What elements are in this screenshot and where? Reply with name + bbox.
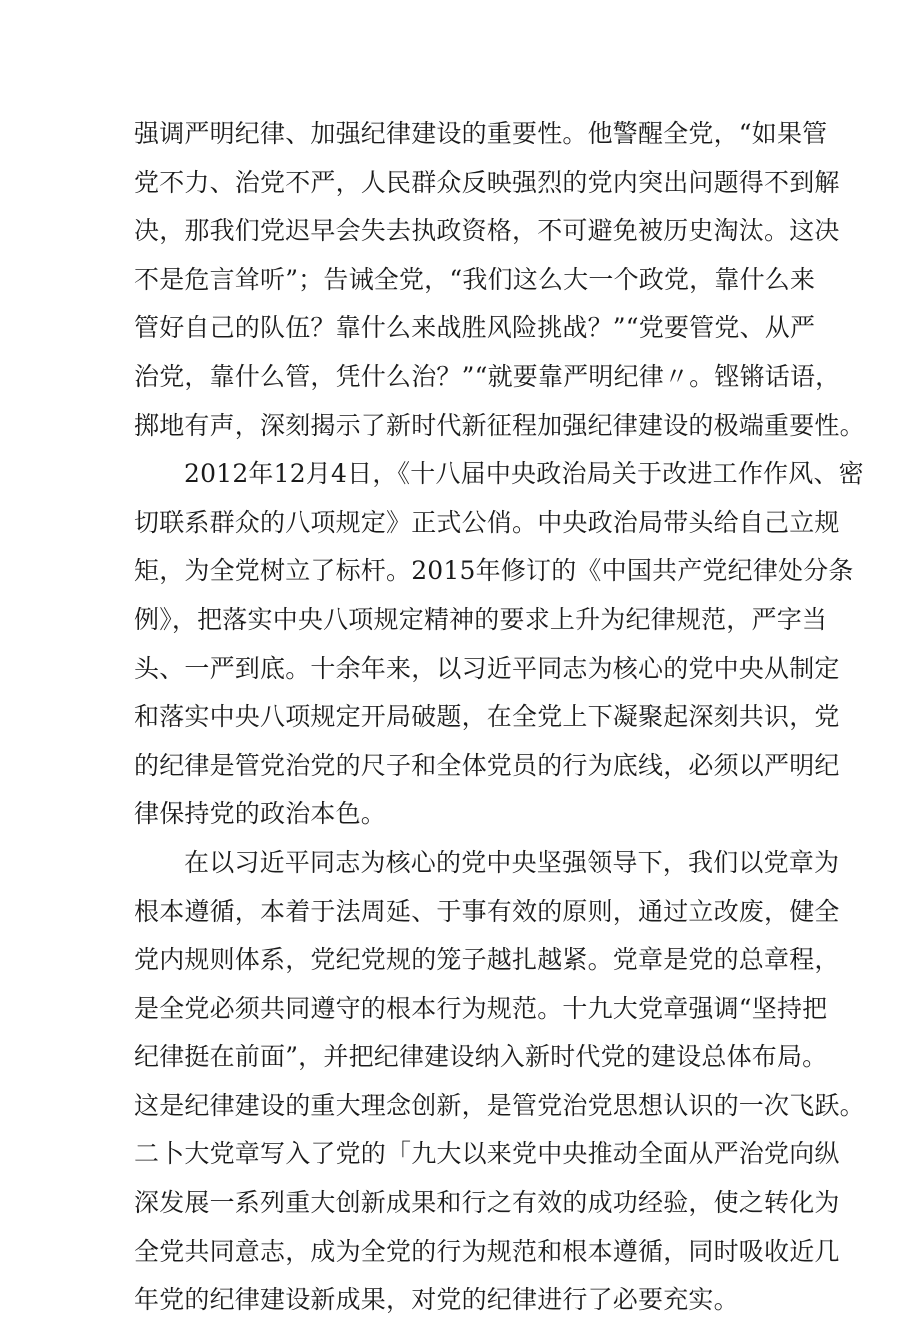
text-line: 深发展一系列重大创新成果和行之有效的成功经验，使之转化为 <box>134 1188 840 1218</box>
text-line: 和落实中央八项规定开局破题，在全党上下凝聚起深刻共识，党 <box>134 702 840 732</box>
paragraph-2 <box>134 450 864 839</box>
text-line: 是全党必须共同遵守的根本行为规范。十九大党章强调“坚持把 <box>134 993 828 1023</box>
text-line: 切联系群众的八项规定》正式公俏。中央政治局带头给自己立规 <box>134 507 840 537</box>
body-text <box>134 110 865 1325</box>
text-line: 治党，靠什么管，凭什么治？”“就要靠严明纪律〃。铿锵话语， <box>134 361 841 391</box>
text-line: 根本遵循，本着于法周延、于事有效的原则，通过立改废，健全 <box>134 896 840 926</box>
text-line: 的纪律是管党治党的尺子和全体党员的行为底线，必须以严明纪 <box>134 750 840 780</box>
text-line: 矩，为全党树立了标杆。2015年修订的《中国共产党纪律处分条 <box>134 556 854 586</box>
text-line: 在以习近平同志为核心的党中央坚强领导下，我们以党章为 <box>184 847 840 877</box>
text-line: 律保持党的政治本色。 <box>134 799 387 829</box>
text-line: 党不力、治党不严，人民群众反映强烈的党内突出问题得不到解 <box>134 167 840 197</box>
text-line: 强调严明纪律、加强纪律建设的重要性。他警醒全党，“如果管 <box>134 119 828 148</box>
text-line: 纪律挺在前面”，并把纪律建设纳入新时代党的建设总体布局。 <box>134 1042 828 1072</box>
text-line: 党内规则体系，党纪党规的笼子越扎越紧。党章是党的总章程， <box>134 945 840 975</box>
text-line: 这是纪律建设的重大理念创新，是管党治党思想认识的一次飞跃。 <box>134 1090 865 1120</box>
text-line: 2012年12月4日，《十八届中央政治局关于改进工作作风、密 <box>184 459 864 489</box>
text-line: 年党的纪律建设新成果，对党的纪律进行了必要充实。 <box>134 1285 739 1315</box>
text-line: 二卜大党章写入了党的「九大以来党中央推动全面从严治党向纵 <box>134 1139 840 1169</box>
text-line: 例》，把落实中央八项规定精神的要求上升为纪律规范，严字当 <box>134 604 828 634</box>
text-line: 决，那我们党迟早会失去执政资格，不可避免被历史淘汰。这决 <box>134 216 840 246</box>
text-line: 全党共同意志，成为全党的行为规范和根本遵循，同时吸收近几 <box>134 1236 840 1266</box>
text-line: 头、一严到底。十余年来，以习近平同志为核心的党中央从制定 <box>134 653 840 683</box>
text-line: 掷地有声，深刻揭示了新时代新征程加强纪律建设的极端重要性。 <box>134 410 865 440</box>
text-line: 不是危言耸听”；告诫全党，“我们这么大一个政党，靠什么来 <box>134 264 816 294</box>
text-line: 管好自己的队伍？靠什么来战胜风险挑战？”“党要管党、从严 <box>134 313 816 343</box>
paragraph-3 <box>134 839 865 1325</box>
paragraph-1 <box>134 110 865 450</box>
